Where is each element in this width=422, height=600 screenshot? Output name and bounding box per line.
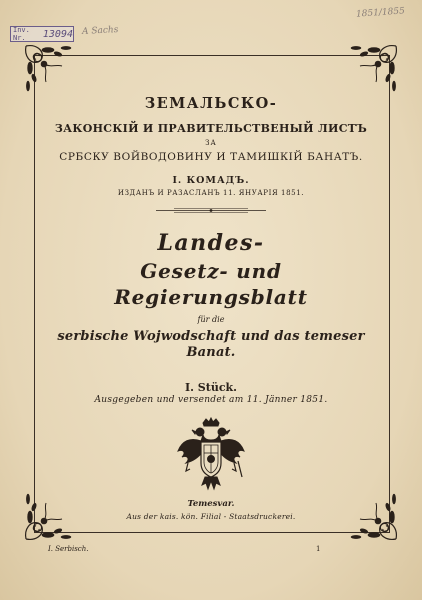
floral-ornament-icon — [348, 42, 400, 94]
german-issue-date: Ausgegeben und versendet am 11. Jänner 1851. — [94, 395, 328, 405]
imprint-printer: Aus der kais. kön. Filial - Staatsdruckerei. — [126, 512, 296, 521]
decorative-rule — [156, 207, 266, 214]
page-number: 1 — [316, 545, 321, 553]
stamp-label: Inv. Nr. — [13, 26, 30, 42]
cyrillic-issue-number: I. КОМАДЪ. — [172, 175, 250, 186]
cyrillic-title-line1: ЗЕМАЛЬСКО- — [144, 95, 278, 112]
stamp-number: 13094 — [42, 28, 73, 40]
floral-ornament-icon — [22, 42, 74, 94]
pencil-note-left: A Sachs — [81, 25, 119, 37]
title-block — [40, 96, 382, 406]
cyrillic-subtitle: СРБСКУ ВОЙВОДОВИНУ И ТАМИШКІЙ БАНАТЪ. — [59, 151, 363, 163]
german-issue-number: I. Stück. — [185, 381, 237, 394]
inventory-stamp — [10, 26, 74, 42]
imprint-place: Temesvar. — [187, 499, 235, 509]
signature-mark: I. Serbisch. — [48, 545, 89, 553]
german-title-line2: Gesetz- und Regierungsblatt — [114, 259, 308, 309]
german-subtitle: serbische Wojwodschaft und das temeser Banat. — [57, 329, 365, 360]
german-preposition: für die — [197, 315, 225, 324]
cyrillic-preposition: ЗА — [205, 139, 217, 147]
cyrillic-title-line2: ЗАКОНСКІЙ И ПРАВИТЕЛЬСТВЕНЫЙ ЛИСТЪ — [54, 122, 368, 135]
german-title-line1: Landes- — [157, 230, 265, 256]
pencil-note-right: 1851/1855 — [355, 6, 406, 20]
double-headed-eagle-icon — [176, 417, 246, 493]
cyrillic-issue-date: ИЗДАНЪ И РАЗАСЛАНЪ 11. ЯНУАРІЯ 1851. — [117, 189, 305, 197]
